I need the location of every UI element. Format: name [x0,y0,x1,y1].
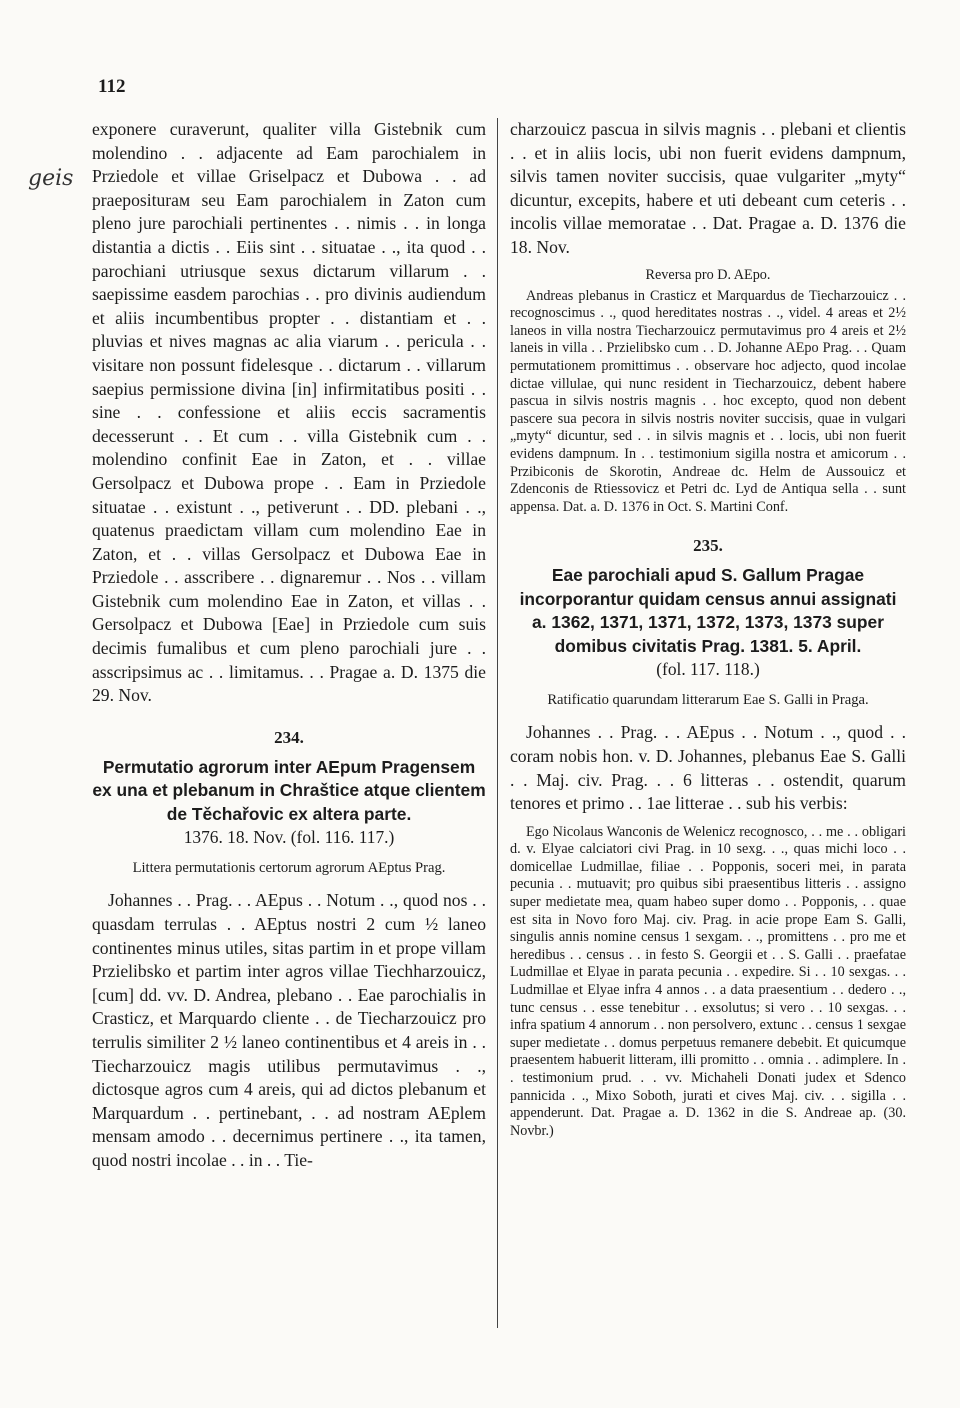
document-235-date: (fol. 117. 118.) [656,658,760,679]
handwritten-margin-note: geis [28,166,74,191]
left-continuation-text: exponere curaverunt, qualiter villa Gistebnik cum molendino . . adjacente ad Eam parochialem in Prziedole et villae Griselpacz et Dubowa . . ad praepositurам seu Eam parochialem in Zaton cum pleno jure parochiali pertinentes . . nimis . . in longa distantia a dictis . . Eiis sint . . situatae . ., ita quod . . parochiani utriusque sexus dictarum villarum . . saepissime easdem parochias . . pro divinis audiendum et aliis incumbentibus propter . . distantiam et . . pluvias et nives magnas ac alia viarum . . pericula . . visitare non possunt fidelesque . . dictarum . . villarum saepius permissione divina [in] infirmitatibus positi . . sine . . confessione et aliis eccis sacramentis decesserunt . . Et cum . . villa Gistebnik cum . . molendino confinit Eae in Zaton, et . . villae Gersolpacz et Dubowa prope . . Eam in Prziedole situatae . . existunt . ., petiverunt . . DD. plebani . ., quatenus praedictam villam cum molendino Eae in Zaton, et . . villas Gersolpacz et Dubowa Eae in Prziedole . . asscribere . . dignaremur . . Nos . . villam Gistebnik cum molendino Eae in Zaton, et villas . . Gersolpacz et Dubowa [Eae] in Prziedole cum suis decimis fumalibus et cum pleno parochiali jure . . asscripsimus ac . . limitamus. . . Pragae a. D. 1375 die 29. Nov. [92,119,486,706]
column-divider [497,118,498,1328]
document-234-body: Johannes . . Prag. . . AEpus . . Notum . ., quod nos . . quasdam terrulas . . AEptus nostri 2 cum ½ laneo continentes minus utiles, sitas partim in et prope villam Przielibsko et partim inter agros villae Tiechharzouicz, [cum] dd. vv. D. Andrea, plebano . . Eae parochialis in Crasticz, et Marquardo cliente . . de Tiecharzouicz pro terrulis similiter 2 ½ laneo continentibus et 4 areis in . . Tiecharzouicz magis utilibus permutavimus . ., dictosque agros cum 4 areis, qui ad dictos plebanum et Marquardum . . pertinebant, . . ad nostram AEplem mensam amodo . . decernimus pertinere . ., ita tamen, quod nostri incolae . . in . . Tie- [92,890,486,1170]
document-number-234: 234. [274,727,304,747]
left-column [92,118,486,1173]
document-235-subtitle: Ratificatio quarundam litterarum Eae S. Galli in Praga. [547,692,869,709]
document-235-heading: Eae parochiali apud S. Gallum Pragae incorporantur quidam census annui assignati a. 1362, 1371, 1371, 1372, 1373, 1373 super domibus civitatis Prag. 1381. 5. April. [519,565,897,656]
reversa-heading: Reversa pro D. AEpo. [645,266,771,283]
document-235-body: Johannes . . Prag. . . AEpus . . Notum . ., quod . . coram nobis hon. v. D. Johannes, plebanus Eae S. Galli . . Maj. civ. Prag. . . 6 litteras . . ostendit, quarum tenores et primo . . 1ae litterae . . sub his verbis: [510,722,906,814]
reversa-text: Andreas plebanus in Crasticz et Marquardus de Tiecharzouicz . . recognoscimus . ., quod hereditates nostras . ., videl. 4 areas et 2½ laneos in villa nostra Tiecharzouicz permutavimus pro 4 areis et 2½ laneis in villa . . Przielibsko cum . . D. Johanne AEpo Prag. . . Quam permutationem promittimus . . observare hoc adjecto, quod incolae dictae villulae, qui nunc resident in Tiecharzouicz, debent habere pascua in silvis nostris magnis . . hoc excepto, quod non debent pascere sua pecora in silvis nostris noviter succisis, quae in vulgari „myty“ dicuntur, sed . . in silvis magnis et . . locis, ubi non fuerit evidens dampnum. In . . testimonium sigilla nostra et amicorum . . Przibiconis de Skorotin, Andreae dc. Helm de Aussouicz et Zdenconis de Rtiessovicz et Petri dc. Lyd de Antiqua sella . . sunt appensa. Dat. a. D. 1376 in Oct. S. Martini Conf. [510,287,906,515]
right-column [510,118,906,1140]
right-continuation-text: charzouicz pascua in silvis magnis . . plebani et clientis . . et in aliis locis, ubi non fuerit evidens dampnum, silvis tamen noviter succisis, quae vulgariter „myty“ dicuntur, excepits, habere et uti debeant cum ceteris . . incolis villae memoratae . . Dat. Pragae a. D. 1376 die 18. Nov. [510,119,906,257]
document-234-subtitle: Littera permutationis certorum agrorum AEptus Prag. [132,860,446,877]
page-number: 112 [98,76,126,97]
document-234-date: 1376. 18. Nov. (fol. 116. 117.) [183,827,395,848]
document-235-quoted-letter: Ego Nicolaus Wanconis de Welenicz recognosco, . . me . . obligari d. v. Elyae calciatori civi Prag. in 10 sexg. . ., quas michi loco . . domicellae Ludmillae, filiae . . Popponis, soceri mei, in parata pecunia . . mutuavit; pro quibus sibi praesentibus litteris . . assigno super medietate mea, quam habeo super domo . . Popponis, . . quae est sita in Novo foro Maj. civ. Prag. in acie prope Eam S. Galli, singulis annis nomine census 1 sexgam. . ., promittens . . pro me et heredibus . . census . . in festo S. Georgii et . . S. Galli . . praefatae Ludmillae et Elyae in parata pecunia . . expedire. Si . . 10 sexgas. . . Ludmillae et Elyae infra 4 annos . . a data praesentium . . dedero . ., tunc census . . esse tenebitur . . exsolutus; si vero . . 10 sexgas. . . infra spatium 4 annorum . . non persolvero, extunc . . census 1 sexgae super medietate . . domus perpetuus remanere debebit. Et quicumque praesentem habuerit litteram, illi promitto . . omnia . . adimplere. In . . testimonium prud. . . vv. Michaheli Donati judex et Sdenco pannicida . ., Mixo Soboth, jurati et cives Maj. civ. . . sigilla . . appenderunt. Dat. Pragae a. D. 1362 in die S. Andreae ap. (30. Novbr.) [510,823,906,1139]
document-number-235: 235. [693,536,723,556]
document-234-heading: Permutatio agrorum inter AEpum Pragensem ex una et plebanum in Chrаštice atque clientem de Těchařovic ex altera parte. [92,756,486,824]
